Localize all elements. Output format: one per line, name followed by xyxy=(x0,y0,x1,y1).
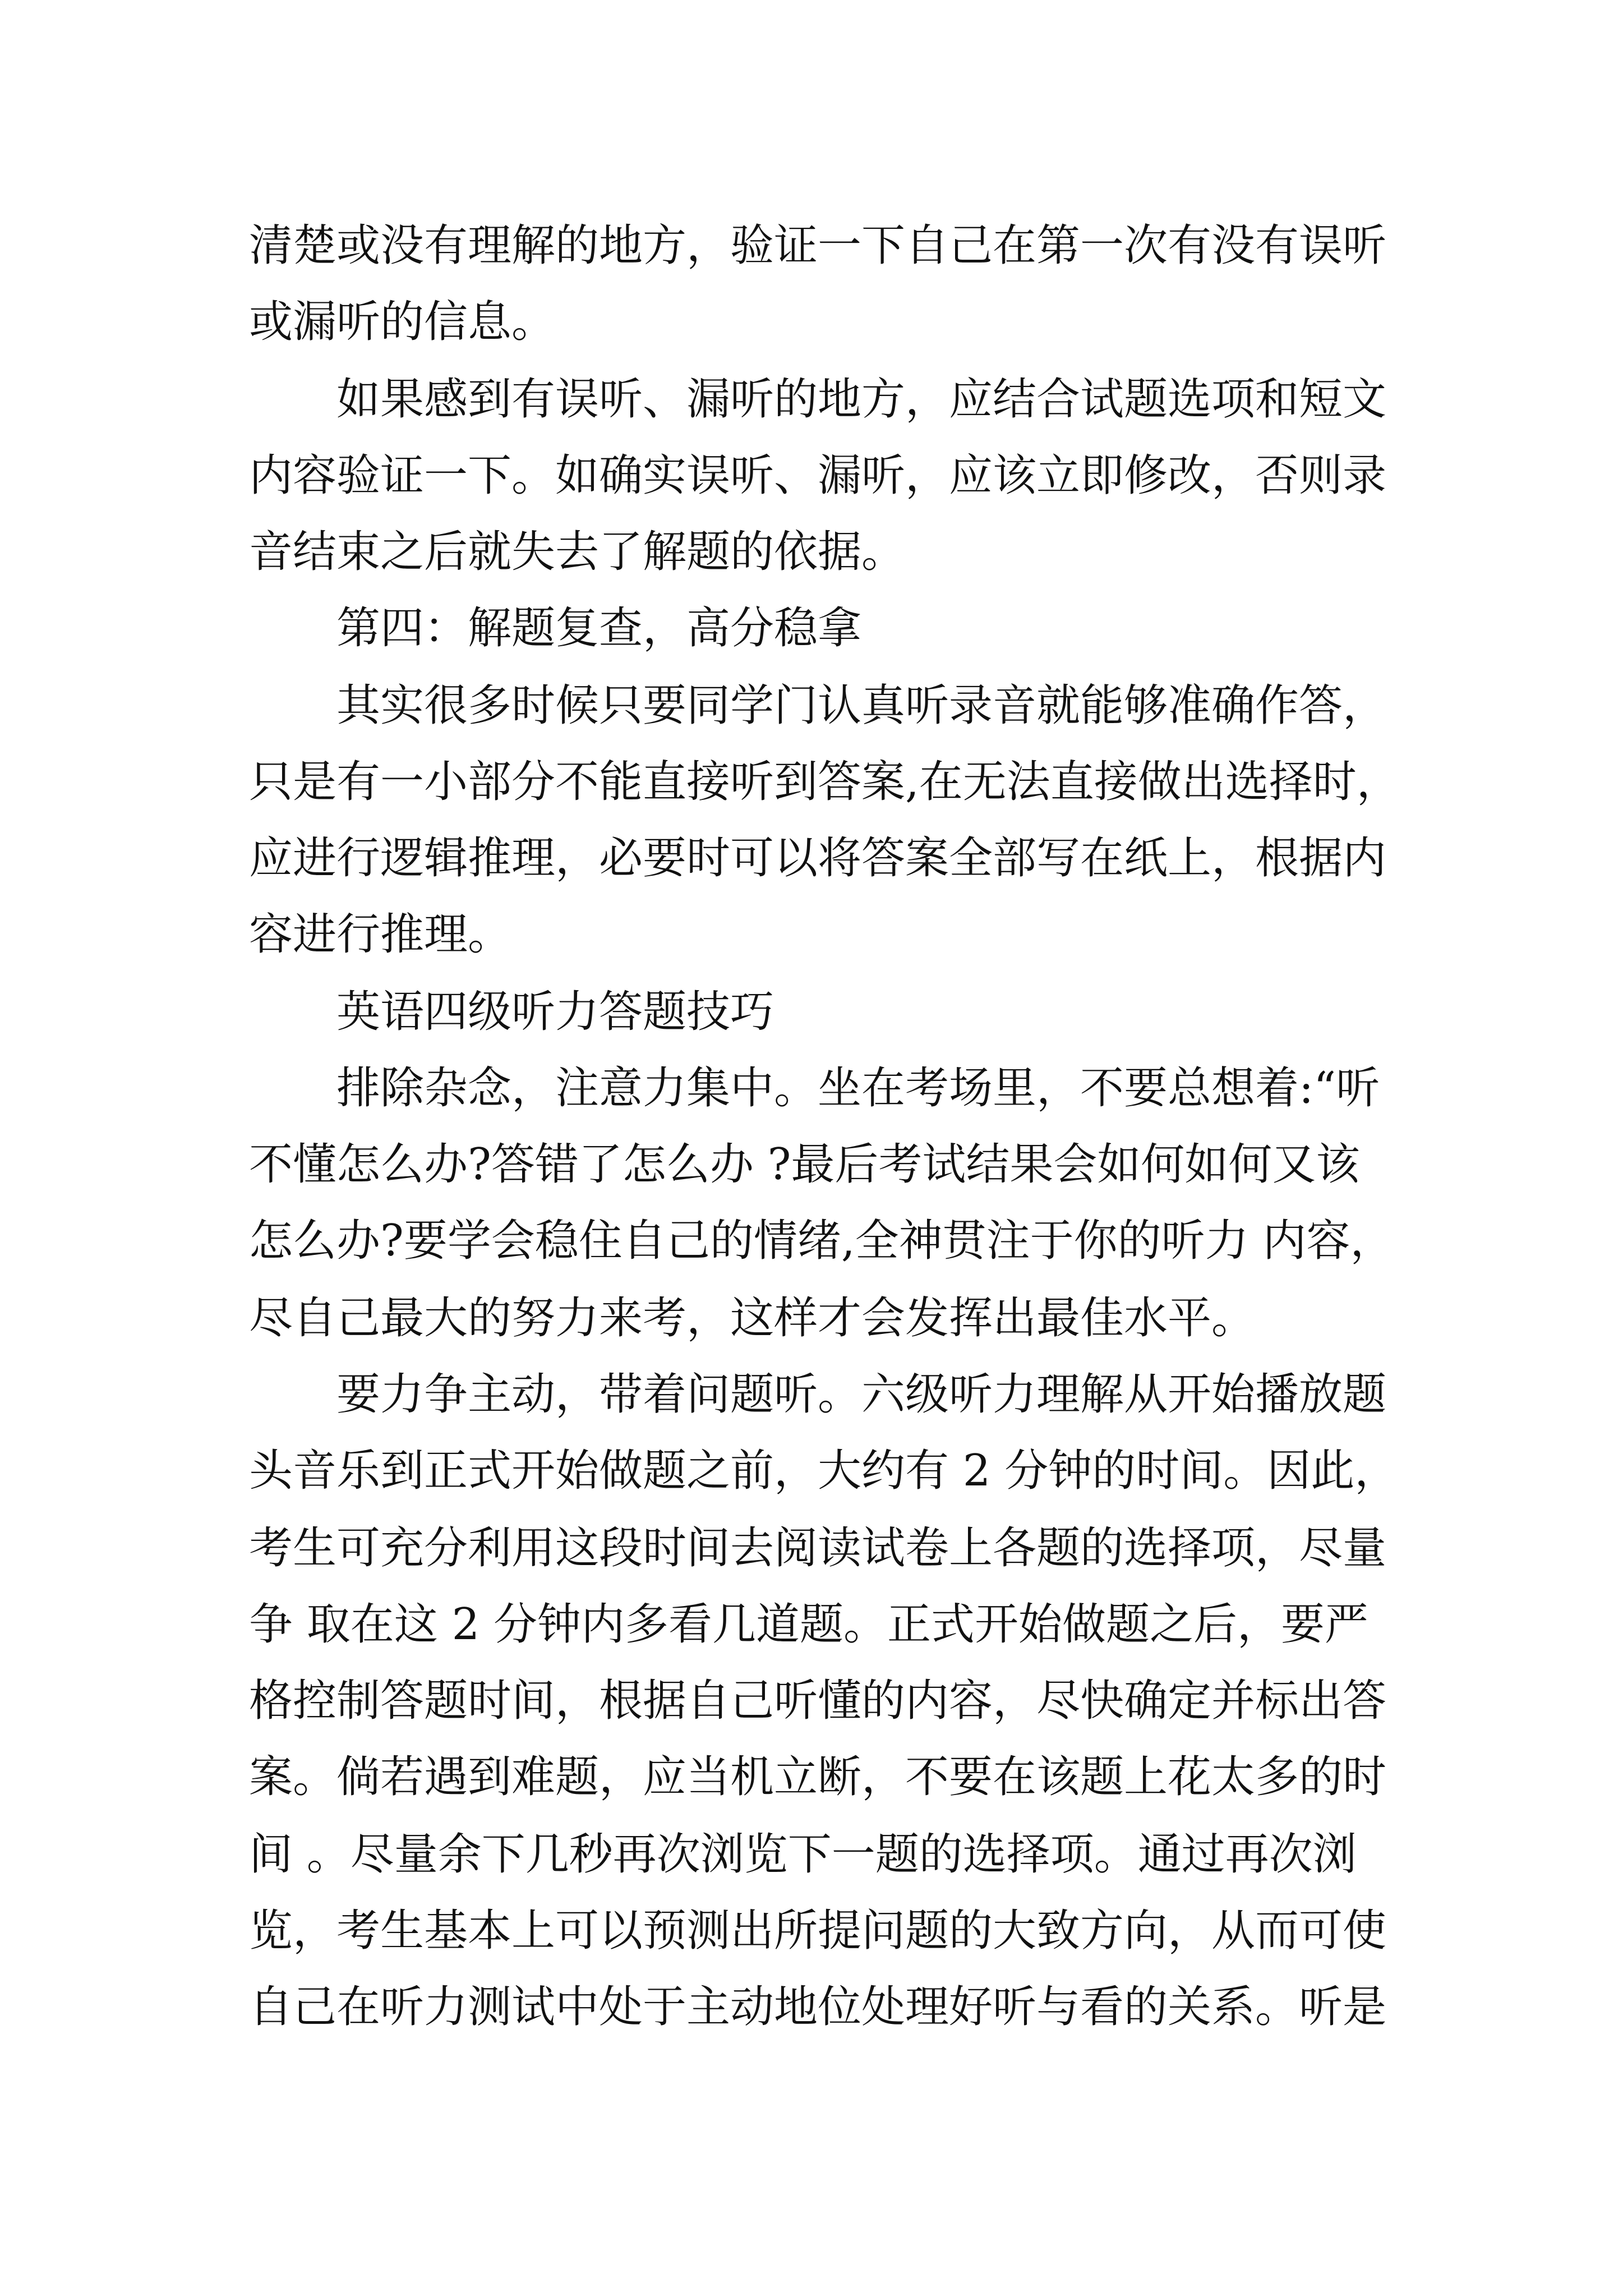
text-line: 应进行逻辑推理，必要时可以将答案全部写在纸上，根据内 xyxy=(249,833,1387,884)
text-line: 争 取在这 2 分钟内多看几道题。正式开始做题之后，要严 xyxy=(249,1599,1369,1650)
text-line: 头音乐到正式开始做题之前，大约有 2 分钟的时间。因此， xyxy=(249,1446,1399,1496)
text-line: 或漏听的信息。 xyxy=(249,297,556,347)
text-line: 英语四级听力答题技巧 xyxy=(249,987,774,1037)
text-line: 音结束之后就失去了解题的依据。 xyxy=(249,527,906,577)
text-line: 怎么办?要学会稳住自己的情绪,全神贯注于你的听力 内容， xyxy=(249,1216,1394,1266)
text-line: 自己在听力测试中处于主动地位处理好听与看的关系。听是 xyxy=(249,1982,1387,2032)
text-line: 如果感到有误听、漏听的地方，应结合试题选项和短文 xyxy=(249,374,1387,425)
text-line: 清楚或没有理解的地方，验证一下自己在第一次有没有误听 xyxy=(249,220,1387,271)
text-line: 排除杂念，注意力集中。坐在考场里，不要总想着:“听 xyxy=(249,1063,1380,1114)
text-line: 尽自己最大的努力来考，这样才会发挥出最佳水平。 xyxy=(249,1293,1256,1343)
text-line: 览，考生基本上可以预测出所提问题的大致方向，从而可使 xyxy=(249,1906,1387,1956)
text-line: 要力争主动，带着问题听。六级听力理解从开始播放题 xyxy=(249,1369,1387,1420)
text-line: 考生可充分利用这段时间去阅读试卷上各题的选择项，尽量 xyxy=(249,1523,1387,1573)
text-line: 间 。尽量余下几秒再次浏览下一题的选择项。通过再次浏 xyxy=(249,1829,1357,1880)
text-line: 容进行推理。 xyxy=(249,909,512,960)
text-line: 内容验证一下。如确实误听、漏听，应该立即修改，否则录 xyxy=(249,450,1387,501)
text-line: 第四：解题复查，高分稳拿 xyxy=(249,603,862,654)
text-line: 不懂怎么办?答错了怎么办 ?最后考试结果会如何如何又该 xyxy=(249,1139,1360,1190)
text-line: 格控制答题时间，根据自己听懂的内容，尽快确定并标出答 xyxy=(249,1676,1387,1726)
text-line: 其实很多时候只要同学门认真听录音就能够准确作答， xyxy=(249,680,1387,731)
text-line: 案。倘若遇到难题，应当机立断，不要在该题上花太多的时 xyxy=(249,1752,1387,1802)
text-line: 只是有一小部分不能直接听到答案,在无法直接做出选择时， xyxy=(249,757,1400,807)
